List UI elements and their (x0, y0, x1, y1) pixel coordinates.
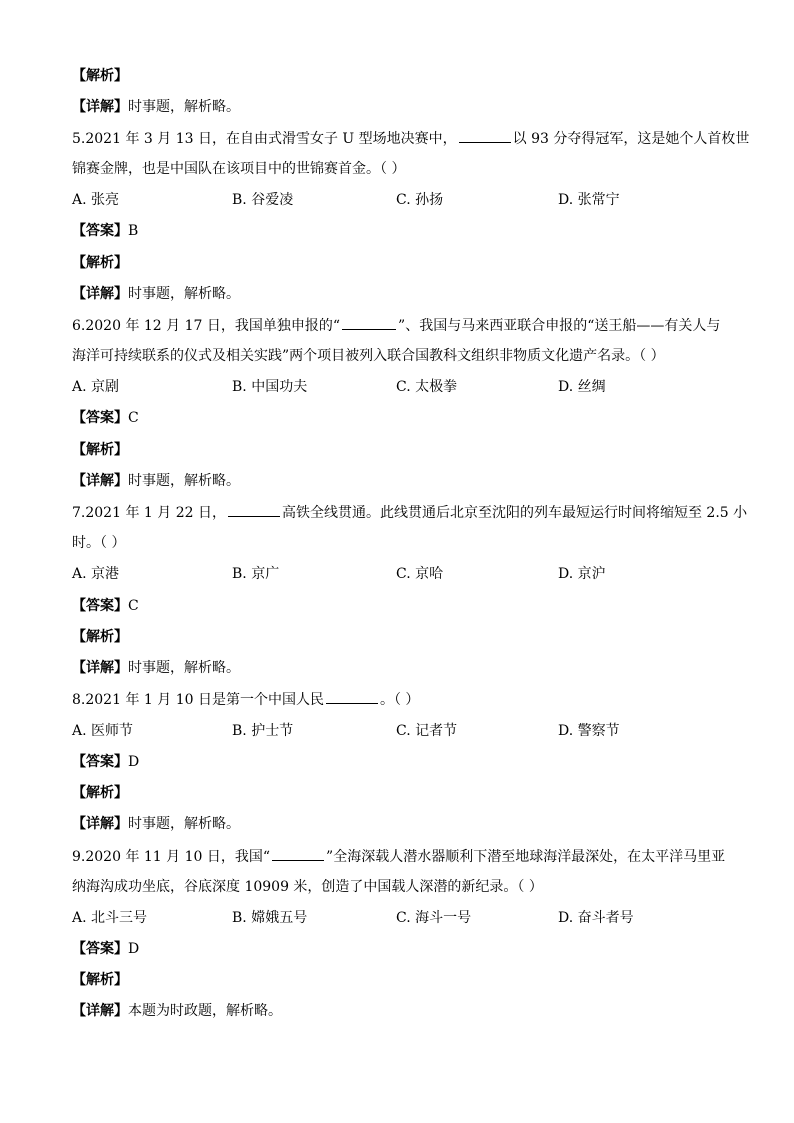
question-9-answer: 【答案】D (72, 941, 140, 957)
option-a: A. 北斗三号 (72, 910, 148, 926)
question-9-analysis: 【解析】 (72, 972, 128, 988)
question-5-line-1: 5.2021 年 3 月 13 日，在自由式滑雪女子 U 型场地决赛中， 以 93 分夺得冠军，这是她个人首枚世 (72, 128, 749, 149)
option-b: B. 嫦娥五号 (232, 910, 308, 926)
question-5-answer: 【答案】B (72, 223, 139, 239)
question-9-line-1: 9.2020 年 11 月 10 日，我国“ ”全海深载人潜水器顺利下潜至地球海洋最深处，在太平洋马里亚 (72, 846, 725, 867)
detail-line: 【详解】时事题，解析略。 (72, 99, 240, 115)
question-8-analysis: 【解析】 (72, 785, 128, 801)
question-8-line-1: 8.2021 年 1 月 10 日是第一个中国人民 。（ ） (72, 689, 419, 710)
question-7-analysis: 【解析】 (72, 629, 128, 645)
question-6-detail: 【详解】时事题，解析略。 (72, 473, 240, 489)
question-6-line-2: 海洋可持续联系的仪式及相关实践”两个项目被列入联合国教科文组织非物质文化遗产名录。（ ） (72, 348, 665, 364)
option-d: D. 警察节 (558, 723, 620, 739)
question-7-answer: 【答案】C (72, 598, 139, 614)
option-d: D. 丝绸 (558, 379, 606, 395)
question-6-analysis: 【解析】 (72, 442, 128, 458)
question-6-answer: 【答案】C (72, 410, 139, 426)
option-b: B. 护士节 (232, 723, 294, 739)
question-number: 6. (72, 318, 86, 334)
answer-blank (342, 315, 396, 330)
option-a: A. 医师节 (72, 723, 134, 739)
question-number: 7. (72, 505, 86, 521)
option-b: B. 中国功夫 (232, 379, 308, 395)
question-7-line-2: 时。（ ） (72, 535, 126, 551)
answer-blank (228, 502, 280, 517)
answer-blank (326, 689, 378, 704)
question-9-detail: 【详解】本题为时政题，解析略。 (72, 1003, 282, 1019)
option-c: C. 京哈 (396, 566, 444, 582)
option-a: A. 京港 (72, 566, 120, 582)
question-7-line-1: 7.2021 年 1 月 22 日， 高铁全线贯通。此线贯通后北京至沈阳的列车最短运行时间将缩短至 2.5 小 (72, 502, 747, 523)
question-number: 8. (72, 692, 86, 708)
question-5-analysis: 【解析】 (72, 255, 128, 271)
option-b: B. 京广 (232, 566, 280, 582)
analysis-heading: 【解析】 (72, 68, 128, 84)
question-8-detail: 【详解】时事题，解析略。 (72, 816, 240, 832)
option-b: B. 谷爱凌 (232, 192, 294, 208)
option-c: C. 孙扬 (396, 192, 444, 208)
option-c: C. 海斗一号 (396, 910, 472, 926)
question-9-line-2: 纳海沟成功坐底，谷底深度 10909 米，创造了中国载人深潜的新纪录。（ ） (72, 879, 543, 895)
question-6-line-1: 6.2020 年 12 月 17 日，我国单独申报的“ ”、我国与马来西亚联合申报的“送王船——有关人与 (72, 315, 720, 336)
question-7-detail: 【详解】时事题，解析略。 (72, 660, 240, 676)
option-d: D. 张常宁 (558, 192, 620, 208)
question-number: 9. (72, 849, 86, 865)
option-d: D. 奋斗者号 (558, 910, 634, 926)
option-a: A. 张亮 (72, 192, 120, 208)
answer-blank (459, 128, 511, 143)
question-5-detail: 【详解】时事题，解析略。 (72, 286, 240, 302)
option-c: C. 记者节 (396, 723, 458, 739)
answer-blank (272, 846, 324, 861)
question-8-answer: 【答案】D (72, 754, 140, 770)
option-a: A. 京剧 (72, 379, 120, 395)
option-c: C. 太极拳 (396, 379, 458, 395)
option-d: D. 京沪 (558, 566, 606, 582)
question-number: 5. (72, 131, 86, 147)
question-5-line-2: 锦赛金牌，也是中国队在该项目中的世锦赛首金。（ ） (72, 161, 406, 177)
